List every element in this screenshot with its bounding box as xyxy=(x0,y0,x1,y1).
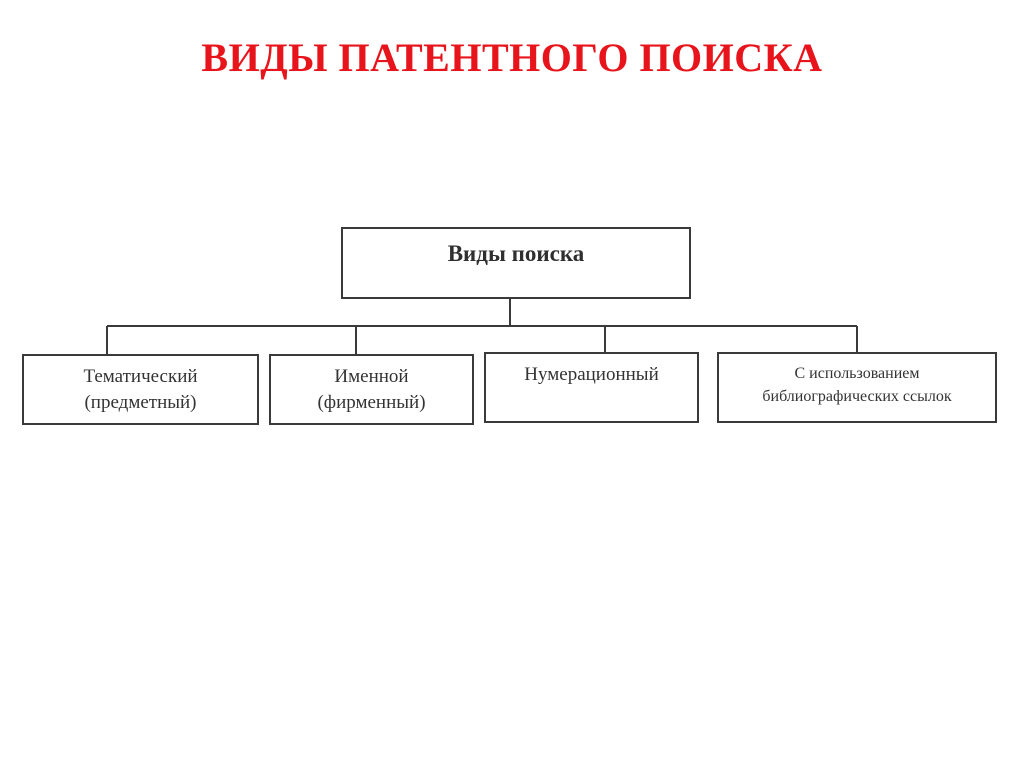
node-bibliographic-line2: библиографических ссылок xyxy=(762,388,952,405)
node-thematic-search xyxy=(22,354,259,425)
node-thematic-line1: Тематический xyxy=(83,366,198,387)
root-node-label: Виды поиска xyxy=(447,241,585,266)
node-nominal-line2: (фирменный) xyxy=(317,392,426,413)
root-node-search-types xyxy=(341,227,691,299)
node-nominal-line1: Именной xyxy=(334,366,409,387)
node-numerical-line1: Нумерационный xyxy=(524,364,659,385)
node-bibliographic-line1: С использованием xyxy=(794,365,920,382)
node-nominal-search xyxy=(269,354,474,425)
node-numerical-search xyxy=(484,352,699,423)
node-bibliographic-search xyxy=(717,352,997,423)
slide-title: ВИДЫ ПАТЕНТНОГО ПОИСКА xyxy=(201,35,823,80)
node-thematic-line2: (предметный) xyxy=(84,392,197,413)
